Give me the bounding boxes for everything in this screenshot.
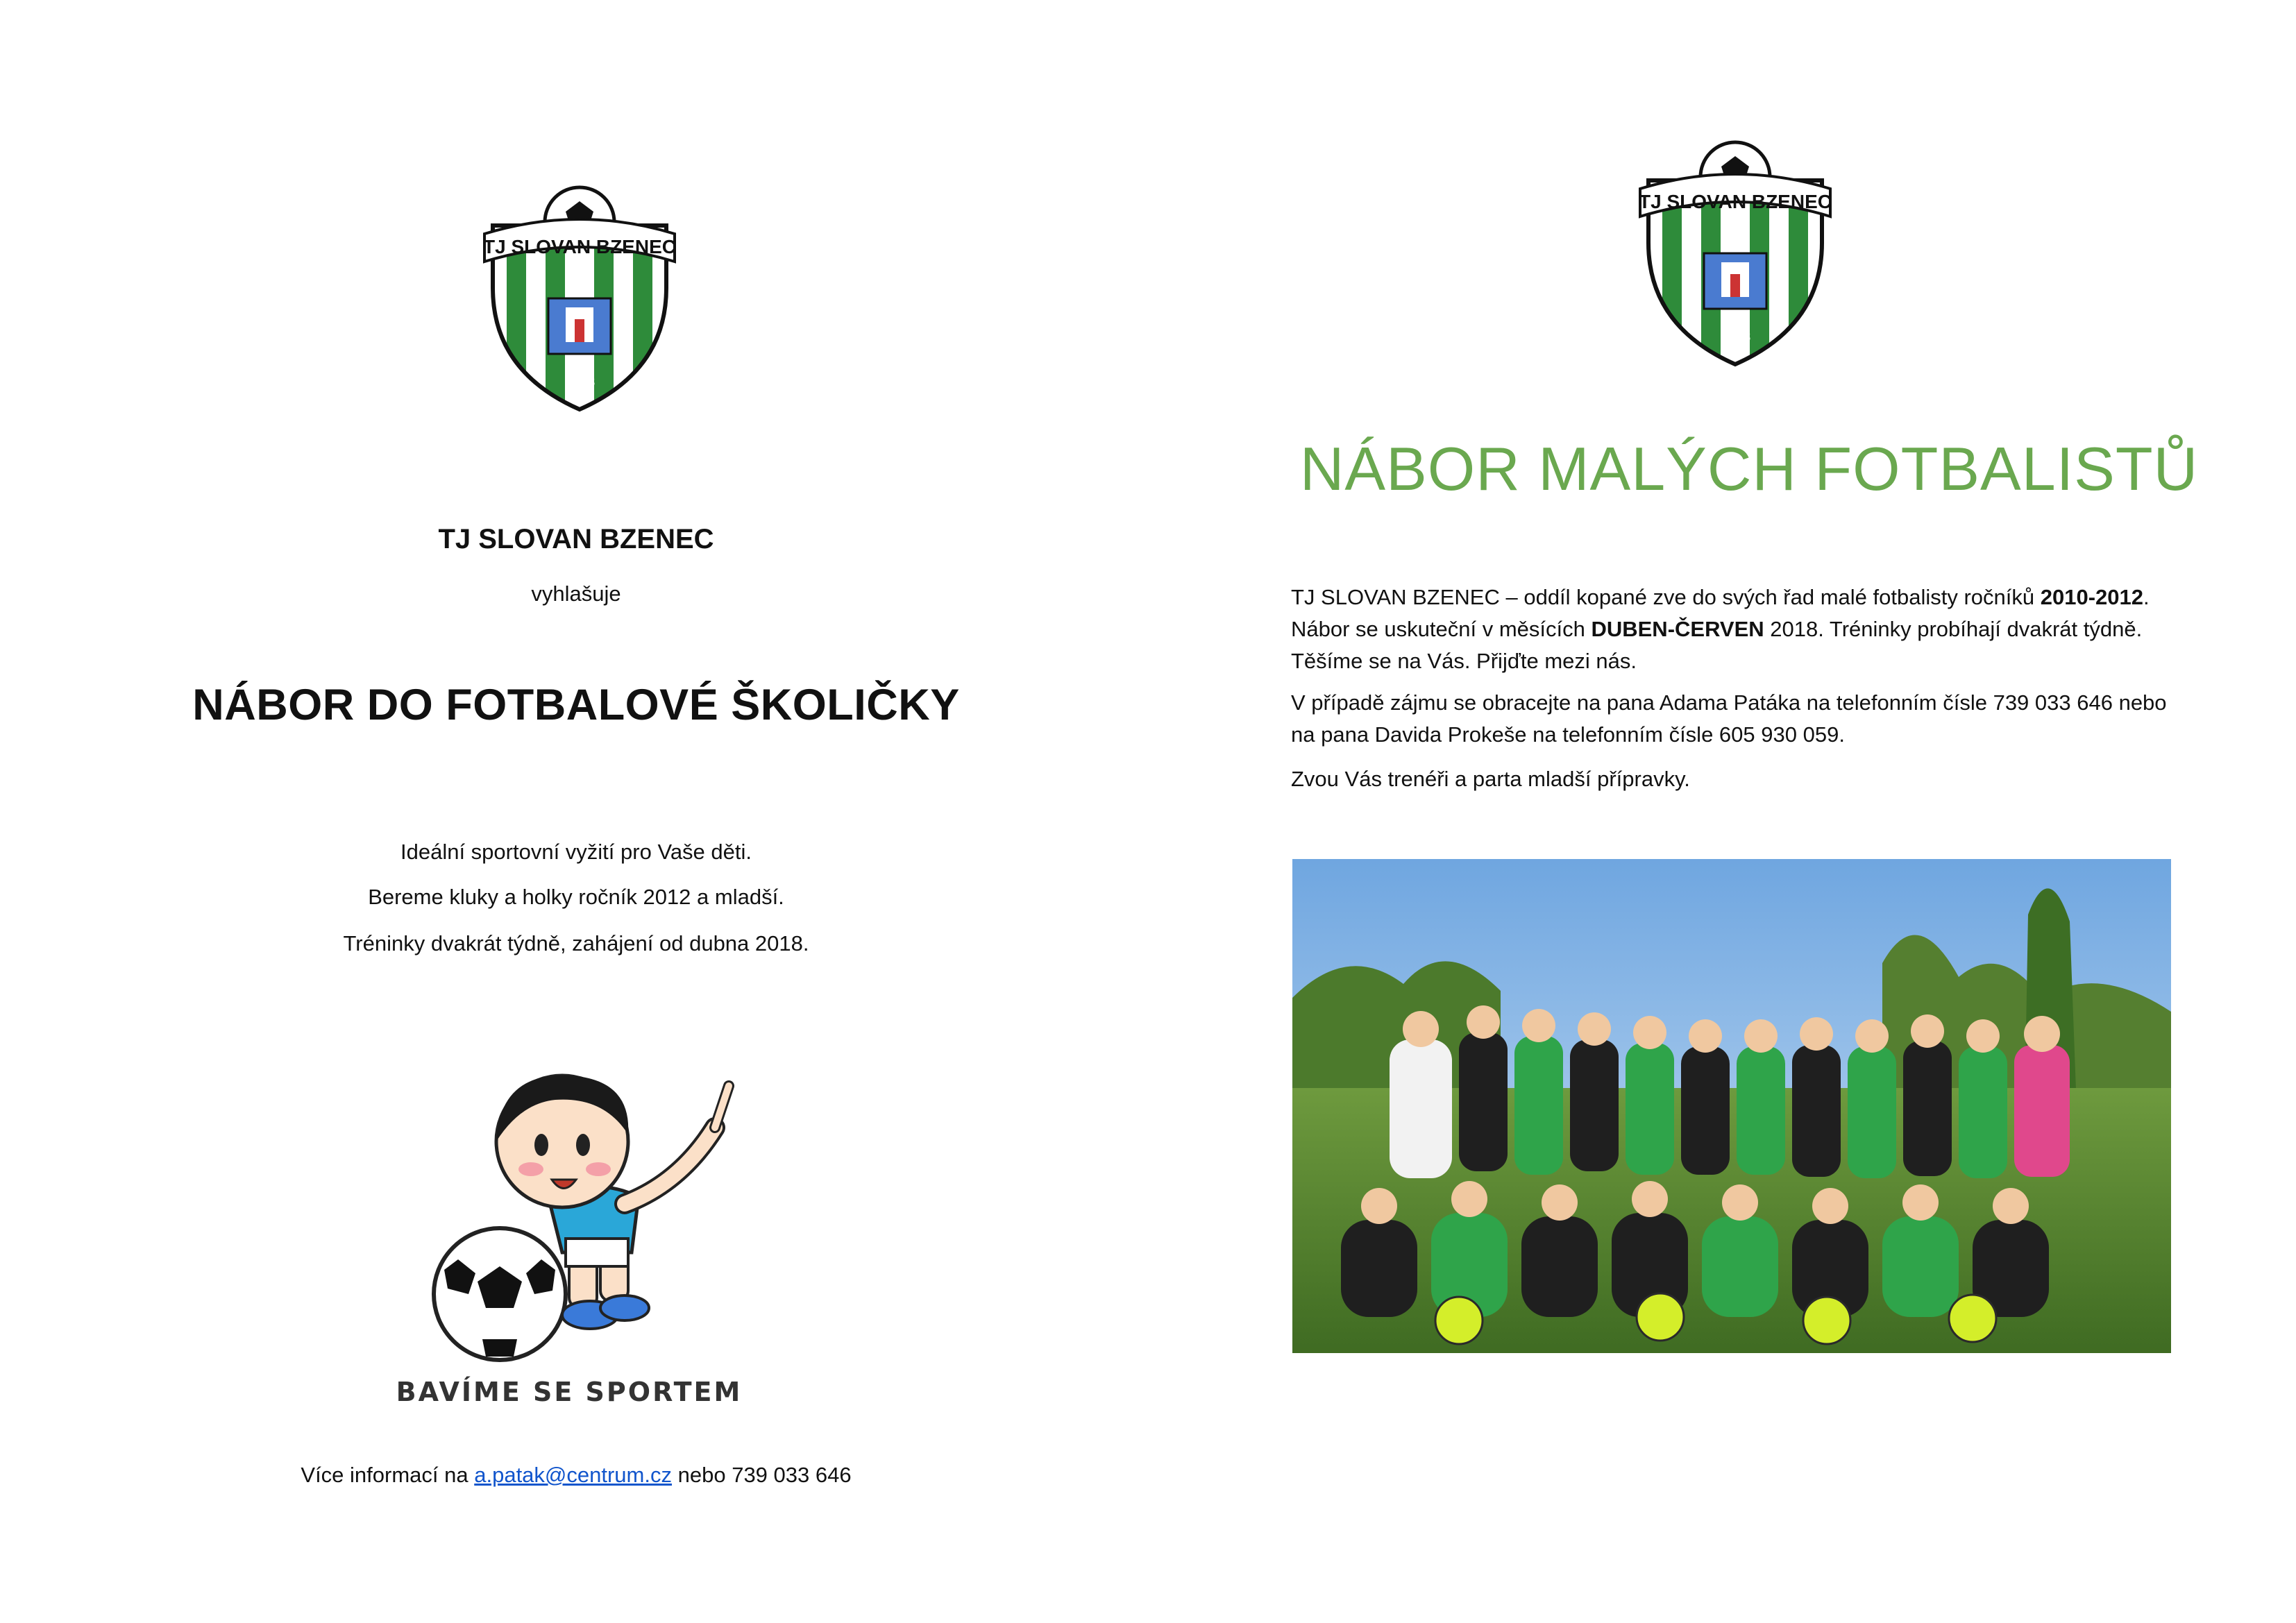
crest-year: 1923 xyxy=(564,375,596,390)
announces-text: vyhlašuje xyxy=(531,581,621,606)
crest-text: TJ SLOVAN BZENEC xyxy=(1639,191,1832,212)
p2-text: na pana Davida Prokeše na telefonním čísle 605 930 059. xyxy=(1291,722,1845,747)
crest-year: 1923 xyxy=(1719,330,1751,345)
birth-years: 2010-2012 xyxy=(2040,585,2143,609)
p1-text: 2018. Tréninky probíhají dvakrát týdně. xyxy=(1770,617,2143,641)
info-line: Tréninky dvakrát týdně, zahájení od dubna 2018. xyxy=(343,931,809,955)
paragraph-intro xyxy=(1291,581,2179,677)
org-name: TJ SLOVAN BZENEC xyxy=(438,524,714,554)
info-line: Bereme kluky a holky ročník 2012 a mladší. xyxy=(368,885,784,909)
p1-text: TJ SLOVAN BZENEC – oddíl kopané zve do svých řad malé fotbalisty ročníků xyxy=(1291,585,2035,609)
team-photo xyxy=(1292,859,2171,1353)
paragraph-contacts xyxy=(1291,687,2179,751)
club-crest-logo xyxy=(479,184,680,413)
months: DUBEN-ČERVEN xyxy=(1591,617,1764,641)
p1-text: Těšíme se na Vás. Přijďte mezi nás. xyxy=(1291,649,1637,673)
right-page-title: NÁBOR MALÝCH FOTBALISTŮ xyxy=(1299,434,2199,503)
contact-prefix: Více informací na xyxy=(301,1463,469,1487)
contact-line xyxy=(139,1463,1013,1488)
club-crest-logo xyxy=(1635,139,1836,368)
p1-text: Nábor se uskuteční v měsících xyxy=(1291,617,1585,641)
crest-text: TJ SLOVAN BZENEC xyxy=(483,236,676,257)
left-page-title: NÁBOR DO FOTBALOVÉ ŠKOLIČKY xyxy=(192,681,960,729)
info-line: Ideální sportovní vyžití pro Vaše děti. xyxy=(400,840,752,864)
mascot-boy-with-ball-illustration xyxy=(416,1065,750,1363)
paragraph-invite: Zvou Vás trenéři a parta mladší přípravky. xyxy=(1291,767,1690,791)
contact-email-link[interactable]: a.patak@centrum.cz xyxy=(474,1463,672,1487)
p2-text: V případě zájmu se obracejte na pana Adama Patáka na telefonním čísle 739 033 646 nebo xyxy=(1291,690,2167,715)
slogan: BAVÍME SE SPORTEM xyxy=(396,1377,743,1407)
contact-phone: nebo 739 033 646 xyxy=(677,1463,852,1487)
p1-period: . xyxy=(2143,585,2150,609)
